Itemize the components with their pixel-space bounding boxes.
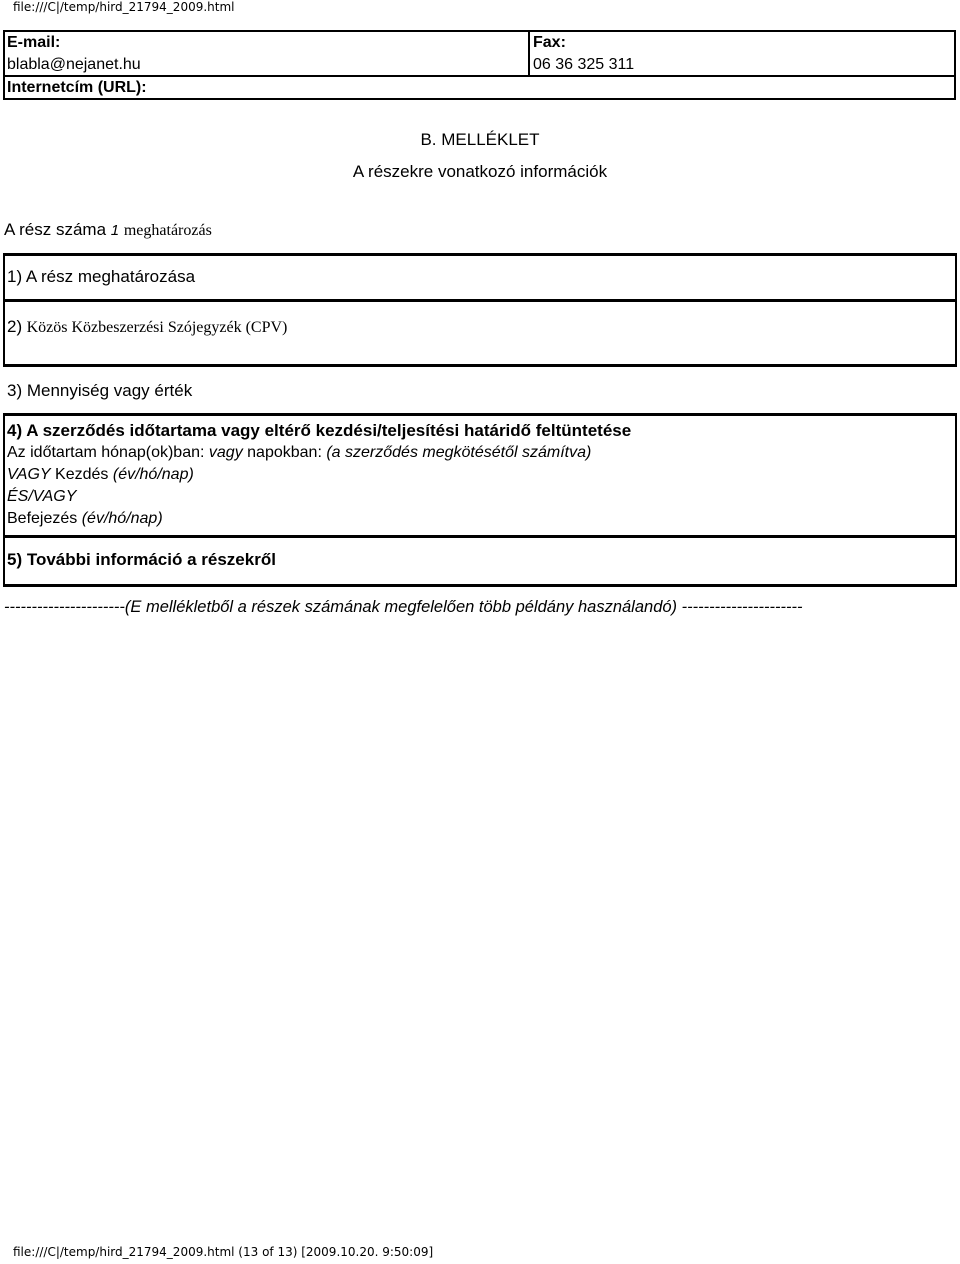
fax-label: Fax: — [533, 34, 566, 51]
section-3-title: 3) Mennyiség vagy érték — [7, 381, 193, 400]
duration-months-label: Az időtartam hónap(ok)ban: — [7, 444, 205, 461]
section-5-title: 5) További információ a részekről — [7, 550, 276, 569]
section-4-duration-line — [7, 444, 591, 462]
url-label: Internetcím (URL): — [7, 79, 147, 96]
annex-separator-note: ----------------------(E mellékletből a részek számának megfelelően több példány használandó) ---------------------- — [4, 598, 803, 616]
fax-value: 06 36 325 311 — [533, 56, 635, 73]
rule-top-s2 — [3, 299, 957, 302]
rule-top-s1 — [3, 253, 957, 256]
rule-top-s5 — [3, 535, 957, 538]
part-number-line — [4, 220, 212, 240]
part-number: 1 — [110, 222, 120, 239]
section-1-title: 1) A rész meghatározása — [7, 267, 196, 286]
section-4-end-line — [7, 510, 163, 528]
section-4-start-line — [7, 466, 194, 484]
section-4-title: 4) A szerződés időtartama vagy eltérő kezdési/teljesítési határidő feltüntetése — [7, 421, 632, 440]
section-2-number: 2) — [7, 317, 23, 336]
rule-bottom-s5 — [3, 584, 957, 587]
start-format: (év/hó/nap) — [112, 466, 194, 483]
part-suffix: meghatározás — [123, 222, 212, 239]
duration-days-label: napokban: — [247, 444, 322, 461]
section-2-label: Közös Közbeszerzési Szójegyzék (CPV) — [26, 319, 288, 336]
email-label: E-mail: — [7, 34, 61, 51]
start-or: VAGY — [7, 466, 51, 483]
duration-note: (a szerződés megkötésétől számítva) — [326, 444, 592, 461]
page-header-path: file:///C|/temp/hird_21794_2009.html — [13, 0, 235, 14]
duration-or: vagy — [208, 444, 243, 461]
page-footer-path: file:///C|/temp/hird_21794_2009.html (13 of 13) [2009.10.20. 9:50:09] — [13, 1245, 434, 1259]
end-format: (év/hó/nap) — [81, 510, 163, 527]
start-label: Kezdés — [55, 466, 109, 483]
contact-row-divider — [3, 75, 956, 77]
section-4-and-or: ÉS/VAGY — [7, 488, 77, 505]
rule-top-s4 — [3, 413, 957, 416]
annex-subtitle: A részekre vonatkozó információk — [352, 162, 608, 181]
annex-title: B. MELLÉKLET — [420, 130, 540, 149]
email-value: blabla@nejanet.hu — [7, 56, 141, 73]
section-2-title — [7, 317, 287, 337]
end-label: Befejezés — [7, 510, 78, 527]
contact-column-divider — [528, 30, 530, 76]
part-label: A rész száma — [4, 220, 107, 239]
rule-bottom-s2 — [3, 364, 957, 367]
